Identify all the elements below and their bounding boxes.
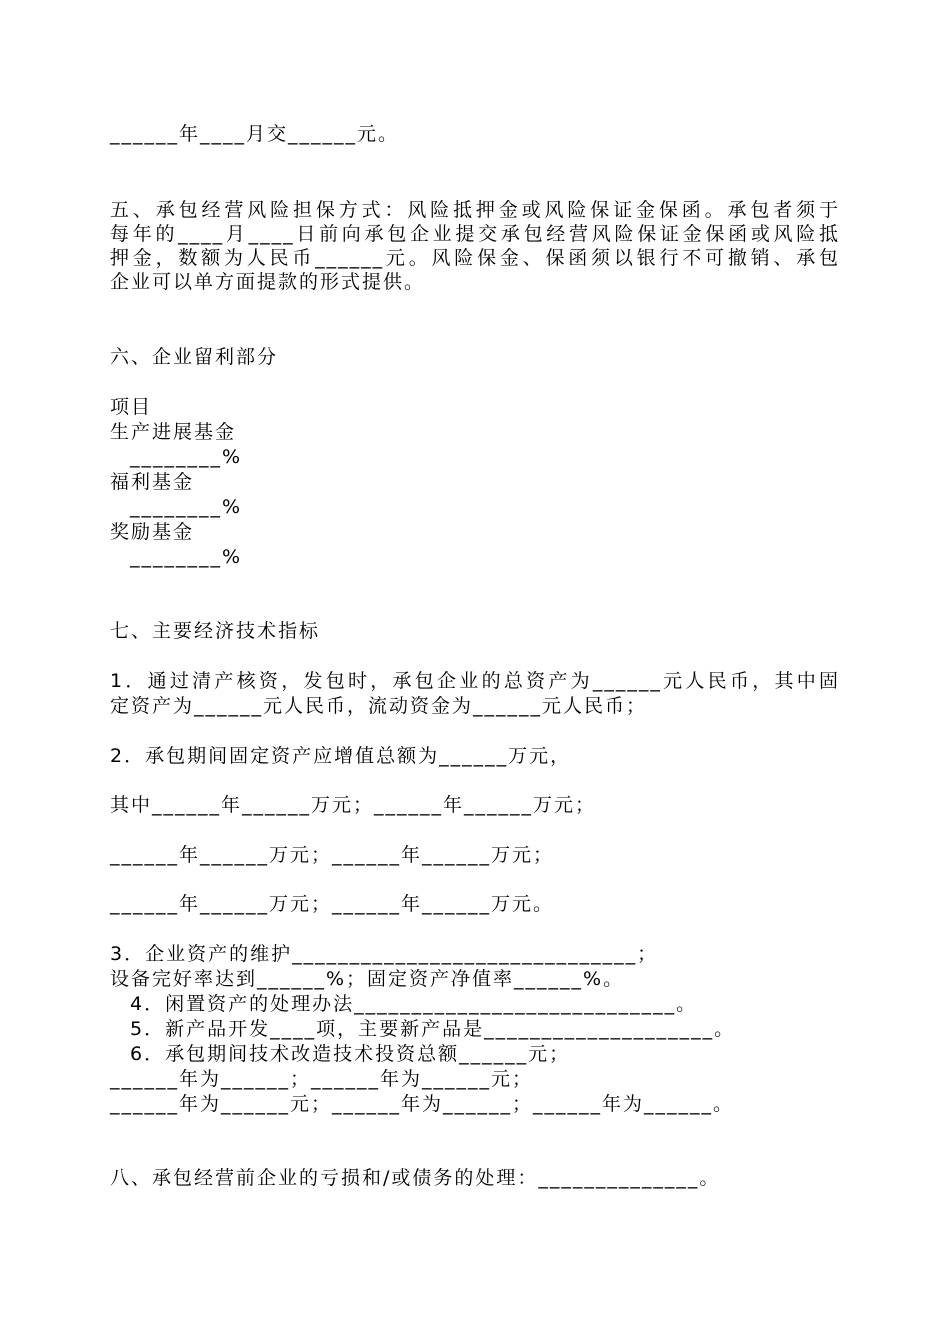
text-line-section-5: 企业可以单方面提款的形式提供。 — [110, 271, 426, 293]
text-line-section-5: 每年的____月____日前向承包企业提交承包经营风险保证金保函或风险抵 — [110, 223, 840, 245]
text-line-section-5: 押金，数额为人民币______元。风险保金、保函须以银行不可撤销、承包 — [110, 247, 840, 269]
blank-percent: ________% — [130, 446, 243, 468]
text-line-indicator-6: 6．承包期间技术改造技术投资总额______元； — [130, 1043, 571, 1065]
blank-percent: ________% — [130, 546, 243, 568]
text-line-indicator-3-rates: 设备完好率达到______%；固定资产净值率______%。 — [110, 968, 625, 990]
section-8-heading: 八、承包经营前企业的亏损和/或债务的处理：______________。 — [110, 1167, 721, 1189]
text-line-indicator-1: 1．通过清产核资，发包时，承包企业的总资产为______元人民币，其中固 — [110, 670, 840, 692]
text-line-indicator-4: 4．闲置资产的处理办法____________________________。 — [130, 993, 698, 1015]
text-line-payment: ______年____月交______元。 — [110, 123, 400, 145]
section-7-heading: 七、主要经济技术指标 — [110, 620, 321, 642]
text-line-indicator-2-years: ______年______万元；______年______万元； — [110, 844, 555, 866]
blank-percent: ________% — [130, 496, 243, 518]
text-line-fund-reward: 奖励基金 — [110, 521, 195, 543]
text-line-indicator-5: 5．新产品开发____项，主要新产品是____________________。 — [130, 1018, 736, 1040]
text-line-indicator-6-years: ______年为______；______年为______元； — [110, 1068, 534, 1090]
text-line-item-label: 项目 — [110, 396, 153, 418]
text-line-indicator-2-years: 其中______年______万元；______年______万元； — [110, 794, 597, 816]
text-line-fund-production: 生产进展基金 — [110, 421, 237, 443]
text-line-fund-welfare: 福利基金 — [110, 471, 195, 493]
text-line-indicator-2-years: ______年______万元；______年______万元。 — [110, 893, 555, 915]
section-6-heading: 六、企业留利部分 — [110, 346, 279, 368]
text-line-indicator-1: 定资产为______元人民币，流动资金为______元人民币； — [110, 695, 648, 717]
text-line-indicator-6-years: ______年为______元；______年为______；______年为______。 — [110, 1093, 735, 1115]
text-line-section-5-title: 五、承包经营风险担保方式：风险抵押金或风险保证金保函。承包者须于 — [110, 199, 840, 221]
text-line-indicator-3: 3．企业资产的维护______________________________； — [110, 943, 659, 965]
text-line-indicator-2: 2．承包期间固定资产应增值总额为______万元， — [110, 745, 572, 767]
